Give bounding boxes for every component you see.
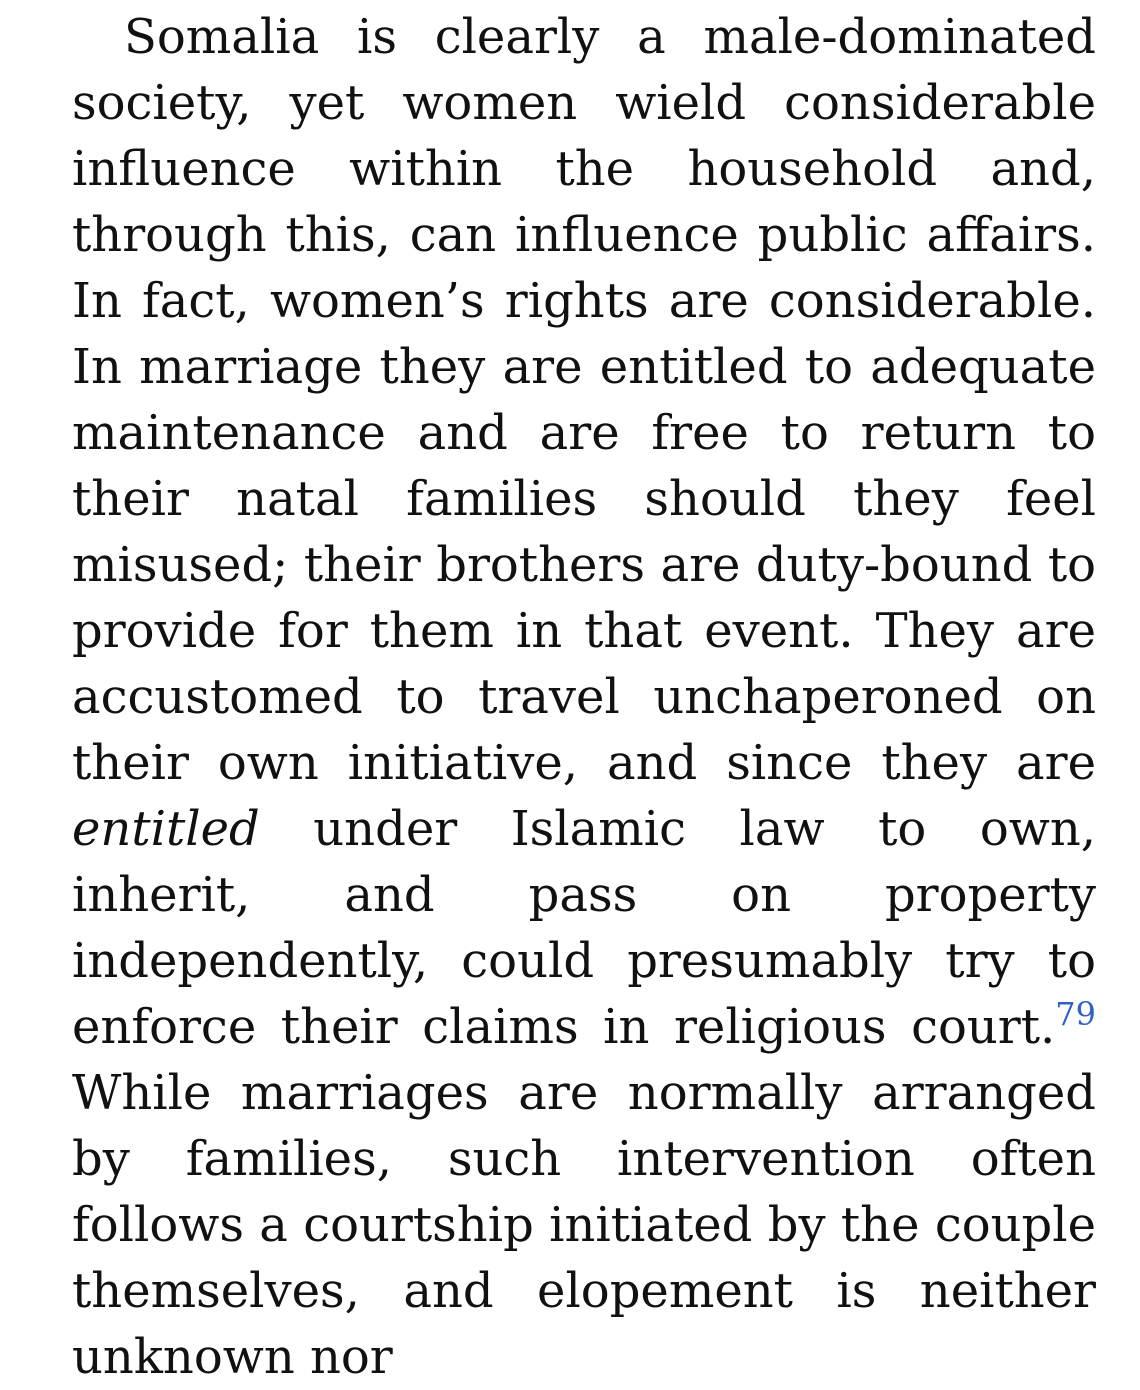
body-paragraph <box>72 4 1096 1390</box>
paragraph-text-start: Somalia is clearly a male-dominated society, yet women wield considerable influence within the household and, through this, can influence public affairs. In fact, women’s rights are considerable. In marriage they are entitled to adequate maintenance and are free to return to their natal families should they feel misused; their brothers are duty-bound to provide for them in that event. They are accustomed to travel unchaperoned on their own initiative, and since they are <box>72 9 1096 791</box>
reader-page <box>72 4 1096 1390</box>
paragraph-text-end: While marriages are normally arranged by families, such intervention often follows a courtship initiated by the couple themselves, and elopement is neither unknown nor <box>72 1065 1096 1385</box>
footnote-reference-link[interactable]: 79 <box>1055 995 1096 1033</box>
paragraph-text-middle: under Islamic law to own, inherit, and pass on property independently, could presumably try to enforce their claims in religious court. <box>72 801 1096 1055</box>
emphasized-word: entitled <box>72 801 260 857</box>
